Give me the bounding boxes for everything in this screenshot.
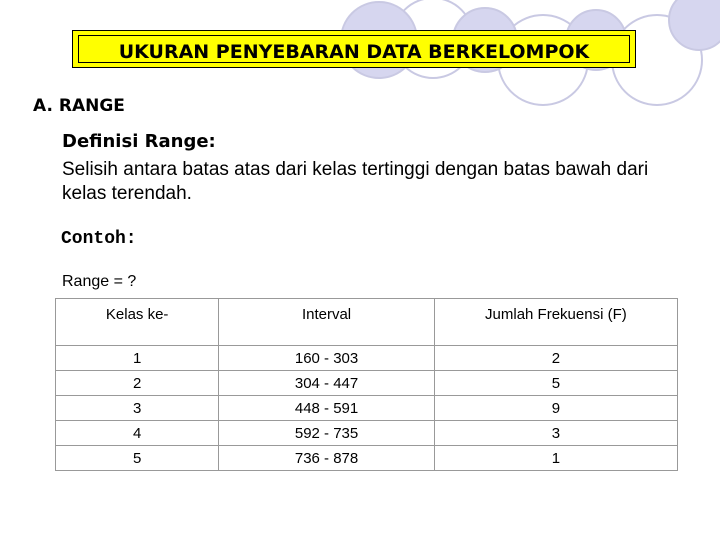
table-header-row — [56, 299, 678, 346]
range-question: Range = ? — [62, 273, 137, 290]
cell-frequency: 9 — [434, 396, 677, 421]
table-row — [56, 396, 678, 421]
table-row — [56, 346, 678, 371]
cell-interval: 592 - 735 — [219, 421, 434, 446]
cell-class: 3 — [56, 396, 219, 421]
table-row — [56, 446, 678, 471]
cell-interval: 304 - 447 — [219, 371, 434, 396]
cell-frequency: 3 — [434, 421, 677, 446]
cell-interval: 448 - 591 — [219, 396, 434, 421]
table-row — [56, 421, 678, 446]
title-banner — [72, 30, 636, 68]
cell-class: 2 — [56, 371, 219, 396]
table-row — [56, 371, 678, 396]
cell-frequency: 1 — [434, 446, 677, 471]
cell-class: 5 — [56, 446, 219, 471]
example-label: Contoh: — [61, 229, 137, 249]
header-frequency: Jumlah Frekuensi (F) — [434, 299, 677, 346]
section-heading: A. RANGE — [33, 96, 125, 116]
cell-interval: 736 - 878 — [219, 446, 434, 471]
page-title: UKURAN PENYEBARAN DATA BERKELOMPOK — [118, 41, 590, 63]
frequency-table — [55, 298, 678, 471]
cell-class: 4 — [56, 421, 219, 446]
definition-text: Selisih antara batas atas dari kelas tertinggi dengan batas bawah dari kelas terendah. — [62, 159, 649, 204]
header-class: Kelas ke- — [56, 299, 219, 346]
title-banner-inner — [78, 35, 630, 63]
header-interval: Interval — [219, 299, 434, 346]
cell-frequency: 5 — [434, 371, 677, 396]
cell-frequency: 2 — [434, 346, 677, 371]
definition-title: Definisi Range: — [62, 131, 216, 152]
cell-class: 1 — [56, 346, 219, 371]
cell-interval: 160 - 303 — [219, 346, 434, 371]
